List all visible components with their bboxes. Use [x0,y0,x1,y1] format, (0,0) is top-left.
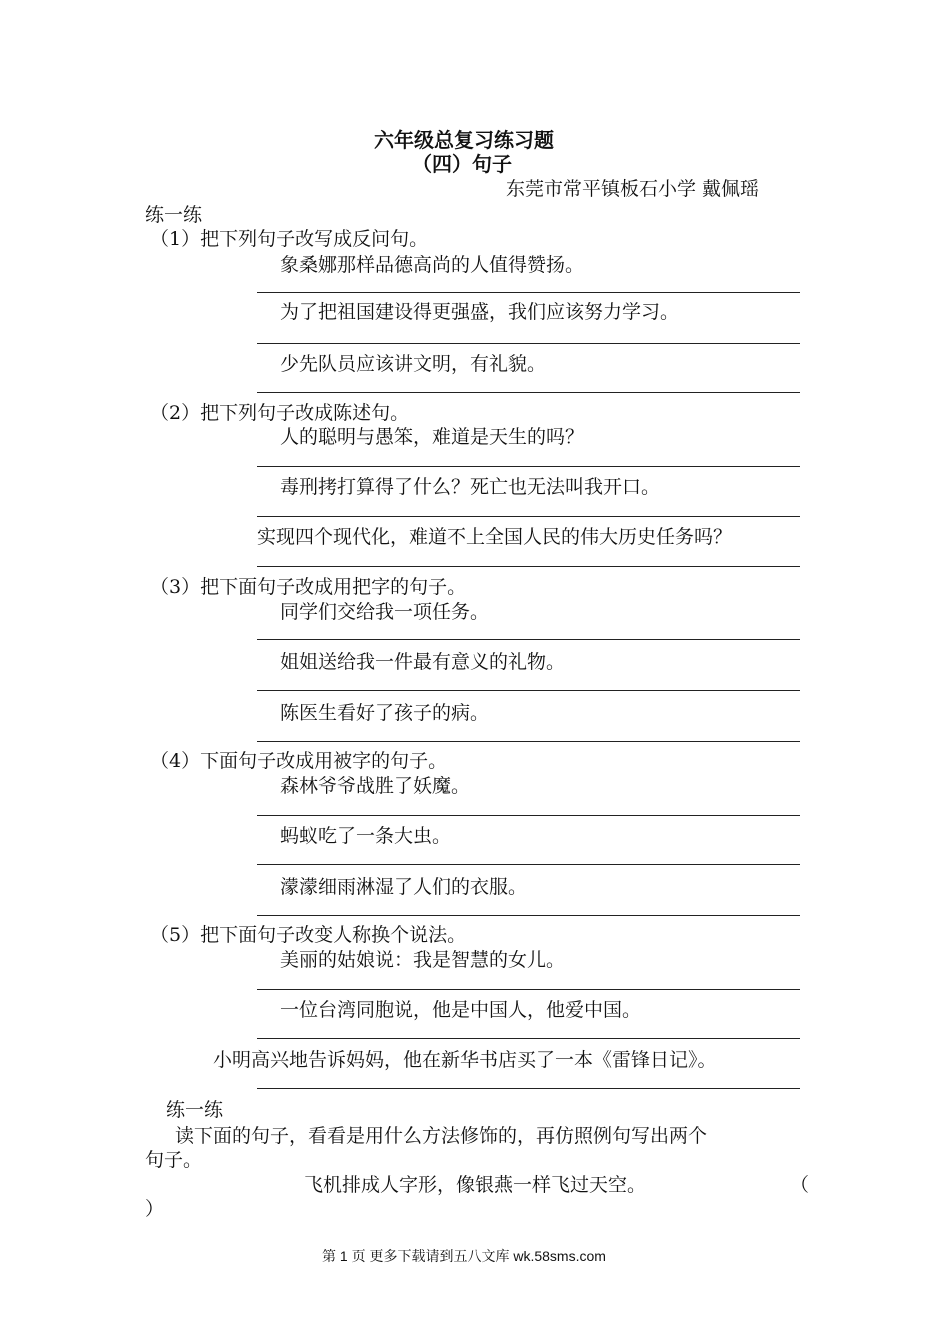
section-heading: （4）下面句子改成用被字的句子。 [150,750,448,772]
answer-line [257,1038,800,1039]
answer-line [257,989,800,990]
answer-paren-open: （ [790,1174,810,1196]
instruction-text: 句子。 [145,1149,203,1171]
answer-line [257,690,800,691]
page-footer: 第 1 页 更多下载请到五八文库 wk.58sms.com [322,1248,606,1264]
exercise-sentence: 毒刑拷打算得了什么？死亡也无法叫我开口。 [280,476,661,498]
exercise-sentence: 陈医生看好了孩子的病。 [280,702,490,724]
practice-heading: 练一练 [145,204,203,226]
answer-line [257,392,800,393]
practice-heading: 练一练 [166,1099,224,1121]
section-heading: （3）把下面句子改成用把字的句子。 [150,576,467,598]
exercise-sentence: 为了把祖国建设得更强盛，我们应该努力学习。 [280,301,680,323]
answer-line [257,741,800,742]
section-heading: （2）把下列句子改成陈述句。 [150,402,410,424]
exercise-sentence: 人的聪明与愚笨，难道是天生的吗？ [280,426,585,448]
exercise-sentence: 姐姐送给我一件最有意义的礼物。 [280,651,566,673]
exercise-sentence: 小明高兴地告诉妈妈，他在新华书店买了一本《雷锋日记》。 [213,1049,717,1071]
example-sentence: 飞机排成人字形，像银燕一样飞过天空。 [304,1174,647,1196]
answer-line [257,343,800,344]
page-title: 六年级总复习练习题 [374,128,554,152]
section-heading: （5）把下面句子改变人称换个说法。 [150,924,467,946]
answer-line [257,864,800,865]
exercise-sentence: 象桑娜那样品德高尚的人值得赞扬。 [280,254,585,276]
instruction-text: 读下面的句子，看看是用什么方法修饰的，再仿照例句写出两个 [175,1125,708,1147]
page-subtitle: （四）句子 [412,152,512,176]
exercise-sentence: 濛濛细雨淋湿了人们的衣服。 [280,876,528,898]
answer-line [257,466,800,467]
exercise-sentence: 森林爷爷战胜了妖魔。 [280,775,471,797]
author-line: 东莞市常平镇板石小学 戴佩瑶 [506,178,760,200]
answer-line [257,516,800,517]
section-heading: （1）把下列句子改写成反问句。 [150,228,429,250]
answer-line [257,815,800,816]
answer-line [257,566,800,567]
exercise-sentence: 美丽的姑娘说：我是智慧的女儿。 [280,949,566,971]
exercise-sentence: 实现四个现代化，难道不上全国人民的伟大历史任务吗？ [257,526,733,548]
answer-line [257,1088,800,1089]
exercise-sentence: 少先队员应该讲文明，有礼貌。 [280,353,547,375]
exercise-sentence: 一位台湾同胞说，他是中国人，他爱中国。 [280,999,642,1021]
answer-line [257,292,800,293]
answer-line [257,639,800,640]
answer-paren-close: ） [145,1198,165,1220]
exercise-sentence: 同学们交给我一项任务。 [280,601,490,623]
exercise-sentence: 蚂蚁吃了一条大虫。 [280,825,452,847]
answer-line [257,915,800,916]
